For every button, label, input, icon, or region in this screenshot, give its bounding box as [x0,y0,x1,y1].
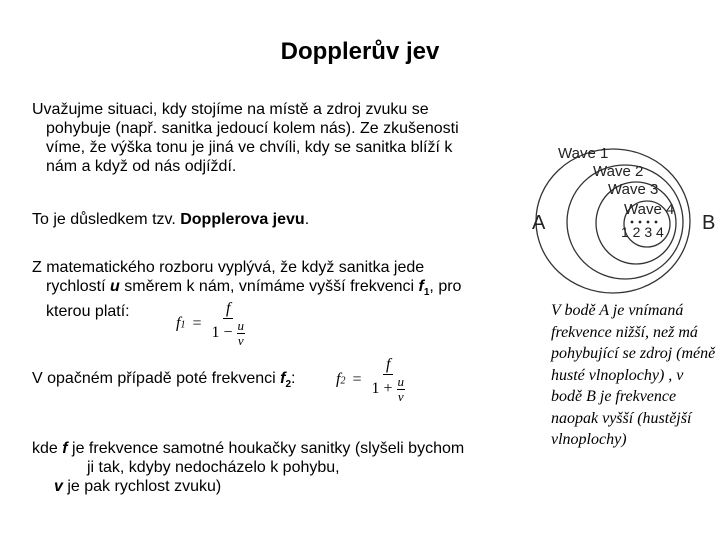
formula-f1-lhs-sub: 1 [180,319,186,331]
doppler-term: Dopplerova jevu [180,211,305,228]
formula-f1-mini-den: v [237,333,244,348]
formula-f2-lhs-sub: 2 [340,375,346,387]
wavefront-diagram [528,136,718,296]
definitions-line-1-text: je frekvence samotné houkačky sanitky (slyšeli bychom [67,440,465,457]
formula-f1-fraction [208,300,248,348]
intro-line-2: pohybuje (např. sanitka jedoucí kolem nás). Ze zkušenosti [46,120,459,137]
wave-label-1: Wave 1 [558,145,609,162]
formula-f2-mini-den: v [397,389,404,404]
intro-line-1: Uvažujme situaci, kdy stojíme na místě a zdroj zvuku se [32,101,429,118]
point-a-label: A [532,212,546,234]
freq-symbol-f2-sub: 2 [285,379,292,391]
definitions-line-3-text: je pak rychlost zvuku) [62,478,222,495]
formula-f2-fraction [368,356,408,404]
math-line-1: Z matematického rozboru vyplývá, že když sanitka jede [32,259,425,276]
diagram-caption: V bodě A je vnímaná frekvence nižší, než má pohybující se zdroj (méně husté vlnoplochy) , v bodě B je frekvence naopak vyšší (hustější vlnoplochy) [551,302,716,448]
doppler-paragraph [32,210,532,229]
math-line-2-mid: směrem k nám, vnímáme vyšší frekvenci [119,278,419,295]
formula-f1-mini-fraction [237,319,246,348]
formula-f1-mini-num: u [237,318,245,333]
point-b-label: B [702,212,716,234]
definitions-paragraph [32,439,552,496]
opposite-post: : [291,370,296,387]
formula-f1-numerator: f [223,300,233,319]
doppler-pre: To je důsledkem tzv. [32,211,181,228]
intro-line-3: víme, že výška tonu je jiná ve chvíli, kdy se sanitka blíží k [46,139,453,156]
formula-f2 [336,356,408,404]
formula-f1-lhs: f [176,314,181,332]
definition-symbol-v: v [54,478,63,495]
page-title: Dopplerův jev [280,38,440,65]
source-positions: 1 2 3 4 [621,224,664,240]
formula-f2-numerator: f [383,356,393,375]
formula-f2-den-pre: 1 + [371,380,393,398]
wave-label-4: Wave 4 [624,201,675,218]
definitions-kde: kde [32,440,63,457]
formula-f1-den-pre: 1 − [211,324,233,342]
formula-f1 [176,300,248,348]
freq-symbol-f1: f [418,278,424,295]
math-line-2 [32,277,532,302]
math-line-3: kterou platí: [46,303,130,321]
source-dots [631,221,658,224]
speed-symbol-u: u [110,278,120,295]
math-line-2-pre: rychlostí [46,278,111,295]
formula-f2-equals: = [352,370,362,388]
wave-label-2: Wave 2 [593,163,644,180]
freq-symbol-f2: f [280,370,286,387]
intro-paragraph [32,100,532,176]
definitions-line-1 [32,439,552,458]
wave-label-3: Wave 3 [608,181,659,198]
formula-f2-mini-num: u [397,374,405,389]
formula-f2-lhs: f [336,370,341,388]
formula-f1-equals: = [192,314,202,332]
math-line-2-post: , pro [429,278,462,295]
formula-f2-mini-fraction [397,375,406,404]
math-paragraph [32,258,532,321]
doppler-post: . [304,211,310,228]
definitions-line-2: ji tak, kdyby nedocházelo k pohybu, [87,459,340,476]
formula-f2-denominator [368,375,408,404]
definition-symbol-f: f [62,440,68,457]
opposite-paragraph [32,369,352,394]
intro-line-4: nám a když od nás odjíždí. [46,158,237,175]
freq-symbol-f1-sub: 1 [423,287,430,299]
opposite-pre: V opačném případě poté frekvenci [32,370,281,387]
formula-f1-denominator [208,319,248,348]
definitions-line-3 [32,477,552,496]
